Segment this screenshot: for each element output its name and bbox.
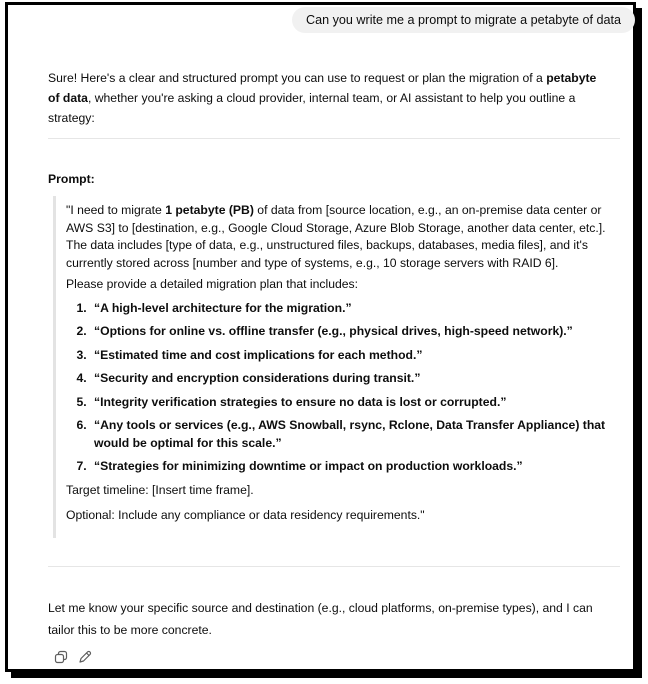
copy-icon[interactable] — [54, 650, 68, 664]
list-item: 4. “Security and encryption considerations during transit.” — [90, 370, 622, 388]
edit-icon[interactable] — [78, 650, 92, 664]
list-item: 6. “Any tools or services (e.g., AWS Snowball, rsync, Rclone, Data Transfer Appliance) that would be optimal for this scale.” — [90, 417, 622, 452]
quote-p1-bold: 1 petabyte (PB) — [165, 203, 254, 217]
quote-p1-end: of data from [source location, e.g., an on-premise data center or AWS S3] to [destination, e.g., Google Cloud Storage, Azure Blob Storage, another data center, etc.]. The data includes [type of data, e.g., unstructured files, backups, databases, media files], and it's currently stored across [number and type of systems, e.g., 10 storage servers with RAID 6]. — [66, 203, 606, 270]
intro-text-start: Sure! Here's a clear and structured prompt you can use to request or plan the migration of a — [48, 71, 547, 85]
prompt-heading: Prompt: — [48, 172, 95, 186]
migration-plan-list — [66, 300, 622, 476]
quote-p1-start: "I need to migrate — [66, 203, 166, 217]
intro-text-end: , whether you're asking a cloud provider, internal team, or AI assistant to help you outline a strategy: — [48, 91, 576, 125]
assistant-closing: Let me know your specific source and destination (e.g., cloud platforms, on-premise types), and I can tailor this to be more concrete. — [48, 601, 593, 637]
assistant-intro — [48, 68, 608, 128]
quote-paragraph-2: Please provide a detailed migration plan that includes: — [66, 277, 359, 291]
message-actions — [54, 650, 92, 664]
target-timeline: Target timeline: [Insert time frame]. — [66, 482, 254, 497]
list-item: 2. “Options for online vs. offline transfer (e.g., physical drives, high-speed network).” — [90, 323, 622, 341]
list-item: 3. “Estimated time and cost implications for each method.” — [90, 347, 622, 365]
intro-text-bold: petabyte of data — [48, 71, 597, 105]
divider-bottom — [48, 566, 620, 567]
prompt-blockquote — [66, 202, 622, 525]
divider-top — [48, 138, 620, 139]
blockquote-bar — [53, 196, 56, 538]
quote-paragraph-1 — [66, 202, 622, 272]
list-item: 5. “Integrity verification strategies to ensure no data is lost or corrupted.” — [90, 394, 622, 412]
frame-shadow-right — [636, 8, 642, 678]
list-item: 7. “Strategies for minimizing downtime or impact on production workloads.” — [90, 458, 622, 476]
optional-note: Optional: Include any compliance or data residency requirements." — [66, 508, 425, 522]
user-message-bubble: Can you write me a prompt to migrate a petabyte of data — [292, 7, 635, 33]
frame-shadow-bottom — [11, 672, 642, 678]
list-item: 1. “A high-level architecture for the migration.” — [90, 300, 622, 318]
